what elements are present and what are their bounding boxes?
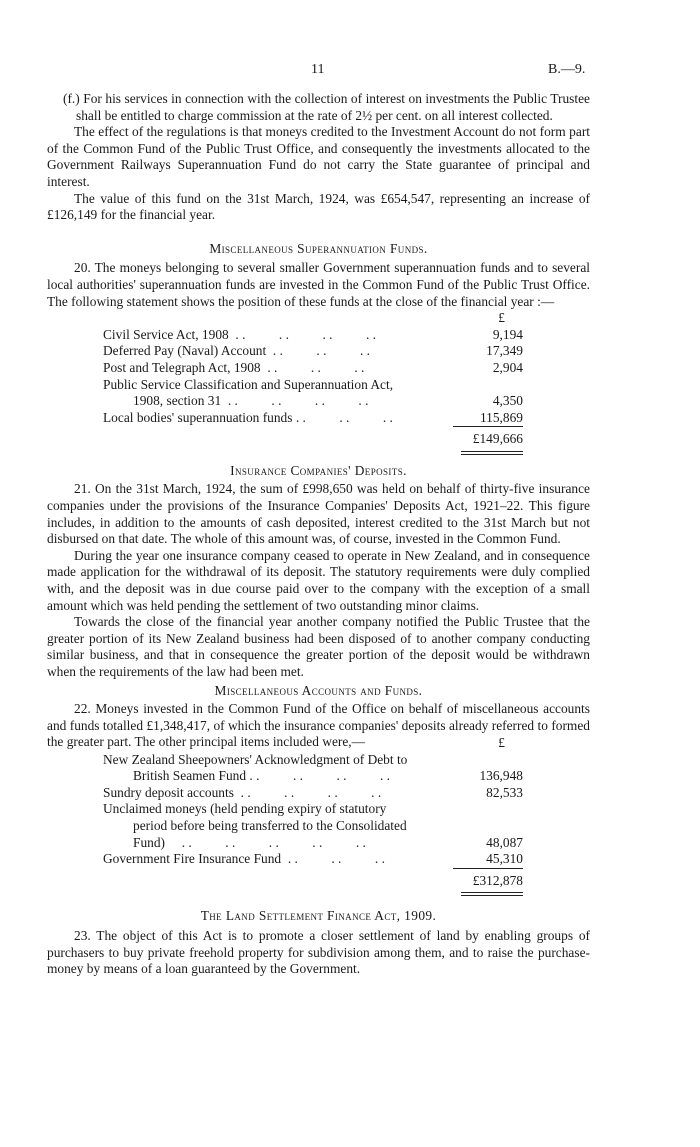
superannuation-row-label: Deferred Pay (Naval) Account: [103, 343, 267, 359]
heading-misc-superannuation: Miscellaneous Superannuation Funds.: [209, 240, 428, 256]
superannuation-row-value: 17,349: [486, 343, 523, 359]
heading-land-settlement: The Land Settlement Finance Act, 1909.: [200, 908, 437, 924]
accounts-row-label: Sundry deposit accounts: [103, 784, 234, 800]
accounts-total-value: £312,878: [453, 868, 523, 890]
superannuation-row: [103, 377, 523, 394]
superannuation-row-leader: . . . . . .: [292, 409, 393, 425]
accounts-row-value: 136,948: [479, 768, 523, 784]
superannuation-row: [103, 360, 523, 377]
misc-superannuation-paragraph: 20. The moneys belonging to several smaller Government superannuation funds and to several local authorities' superannuation funds are invested in the Common Fund of the Public Trust Office. The following statement shows the position of these funds at the close of the financial year :—: [47, 260, 590, 309]
superannuation-table: [103, 310, 523, 455]
insurance-paragraph-2: During the year one insurance company ceased to operate in New Zealand, and in consequence made application for the withdrawal of its deposit. The statutory requirements were duly complied with, and the deposit was in due course paid over to the company with the exception of a small amount which was held pending the settlement of two outstanding minor claims.: [47, 547, 590, 613]
superannuation-row-leader: . . . . . . . .: [228, 326, 377, 342]
accounts-row-label: New Zealand Sheepowners' Acknowledgment of Debt to: [103, 751, 408, 767]
insurance-paragraph-1: 21. On the 31st March, 1924, the sum of £998,650 was held on behalf of thirty-five insurance companies under the provisions of the Insurance Companies' Deposits Act, 1921–22. This figure includes, in addition to the amounts of cash deposited, interest credited to the 31st March but not disbursed on that date. The whole of this amount was, of course, invested in the Common Fund.: [47, 481, 590, 547]
superannuation-row: [103, 410, 523, 427]
superannuation-row: [103, 393, 523, 410]
heading-insurance-deposits: Insurance Companies' Deposits.: [230, 462, 407, 478]
accounts-row: [103, 752, 523, 769]
superannuation-row-label: Public Service Classification and Superannuation Act,: [103, 376, 394, 392]
superannuation-row-value: 115,869: [479, 409, 523, 425]
accounts-row-leader: . . . . . . . . . .: [165, 834, 366, 850]
accounts-row-leader: . . . . . . . .: [233, 784, 382, 800]
superannuation-total-value: £149,666: [453, 426, 523, 448]
accounts-row-value: 82,533: [486, 784, 523, 800]
superannuation-row-value: 9,194: [492, 326, 523, 342]
land-settlement-paragraph: 23. The object of this Act is to promote a closer settlement of land by enabling groups of purchasers to buy private freehold property for subdivision among them, and to raise the purchase-money by means of a loan guaranteed by the Government.: [47, 927, 590, 977]
clause-f: (f.) For his services in connection with the collection of interest on investments the Public Trustee shall be entitled to charge commission at the rate of 2½ per cent. on all interest collected.: [63, 91, 590, 123]
accounts-row-leader: . . . . . .: [281, 851, 385, 867]
accounts-table: [103, 735, 523, 896]
accounts-row-value: 48,087: [486, 834, 523, 850]
accounts-row: [103, 768, 523, 785]
superannuation-row-label: Post and Telegraph Act, 1908: [103, 359, 261, 375]
currency-header: £: [498, 310, 505, 326]
superannuation-rows: [103, 327, 523, 427]
heading-misc-accounts: Miscellaneous Accounts and Funds.: [214, 682, 423, 698]
accounts-row: [103, 785, 523, 802]
superannuation-row-leader: . . . . . .: [266, 343, 370, 359]
accounts-row-leader: . . . . . . . .: [246, 768, 391, 784]
accounts-row-label: Unclaimed moneys (held pending expiry of statutory: [103, 801, 387, 817]
superannuation-row: [103, 343, 523, 360]
currency-header: £: [498, 734, 505, 750]
superannuation-total: [103, 426, 523, 448]
superannuation-row-label: 1908, section 31: [133, 393, 222, 409]
insurance-paragraph-3: Towards the close of the financial year another company notified the Public Trustee that the greater portion of its New Zealand business had been disposed of to another company conducting similar business, and that in consequence the greater portion of the deposit would be withdrawn when the requirements of the law had been met.: [47, 614, 590, 679]
accounts-total: [103, 868, 523, 890]
superannuation-row-value: 2,904: [492, 359, 523, 375]
misc-accounts-paragraph: 22. Moneys invested in the Common Fund of the Office on behalf of miscellaneous accounts and funds totalled £1,348,417, of which the insurance companies' deposits already referred to formed the greater part. The other principal items included were,—: [47, 701, 590, 750]
superannuation-row-label: Local bodies' superannuation funds: [103, 409, 293, 425]
accounts-row: [103, 801, 523, 818]
superannuation-row: [103, 327, 523, 344]
document-reference: B.—9.: [548, 62, 586, 77]
superannuation-row-value: 4,350: [492, 393, 523, 409]
accounts-row: [103, 835, 523, 852]
accounts-row: [103, 818, 523, 835]
accounts-row-value: 45,310: [486, 851, 523, 867]
superannuation-row-label: Civil Service Act, 1908: [103, 326, 229, 342]
superannuation-row-leader: . . . . . .: [260, 359, 365, 375]
accounts-row-label: British Seamen Fund: [133, 768, 247, 784]
body-text: [47, 91, 590, 978]
superannuation-row-leader: . . . . . . . .: [221, 393, 369, 409]
accounts-rows: [103, 752, 523, 868]
double-rule: [103, 889, 523, 896]
effect-paragraph: The effect of the regulations is that moneys credited to the Investment Account do not form part of the Common Fund of the Public Trust Office, and consequently the investments allocated to the Government Railways Superannuation Fund do not carry the State guarantee of principal and interest.: [47, 124, 590, 189]
page-number: 11: [311, 62, 325, 77]
accounts-row-label: period before being transferred to the Consolidated: [133, 817, 407, 833]
accounts-row-label: Government Fire Insurance Fund: [103, 851, 282, 867]
accounts-row: [103, 851, 523, 868]
accounts-row-label: Fund): [133, 834, 165, 850]
double-rule: [103, 448, 523, 455]
fund-value-paragraph: The value of this fund on the 31st March, 1924, was £654,547, representing an increase of £126,149 for the financial year.: [47, 190, 590, 223]
